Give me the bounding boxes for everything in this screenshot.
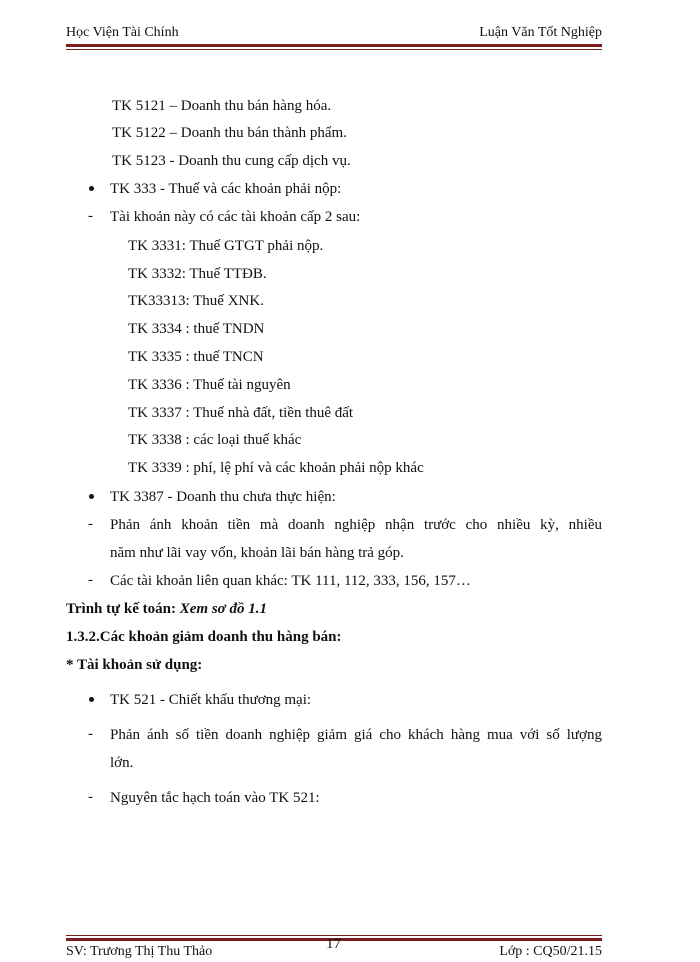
tk333-item: TK 3335 : thuế TNCN (128, 349, 264, 365)
tk333-item: TK 3337 : Thuế nhà đất, tiền thuê đất (128, 405, 354, 421)
dash-marker: - (88, 789, 93, 805)
tk333-item: TK 3334 : thuế TNDN (128, 321, 265, 337)
page-number: 17 (326, 936, 341, 952)
header-rule-thin (66, 49, 602, 50)
tk5121-line: TK 5121 – Doanh thu bán hàng hóa. (112, 98, 332, 114)
tk333-item: TK33313: Thuế XNK. (128, 293, 264, 309)
tk3387-line: TK 3387 - Doanh thu chưa thực hiện: (110, 489, 336, 505)
dash-marker: - (88, 516, 93, 532)
page-footer (66, 944, 602, 962)
section-title: 1.3.2.Các khoản giảm doanh thu hàng bán: (66, 629, 342, 645)
footer-student: SV: Trương Thị Thu Thảo (66, 944, 213, 959)
bullet-icon (89, 494, 94, 499)
tk333-item: TK 3338 : các loại thuế khác (128, 432, 302, 448)
tk333-item: TK 3332: Thuế TTĐB. (128, 266, 267, 282)
header-doc-type: Luận Văn Tốt Nghiệp (479, 25, 602, 40)
sequence-label: Trình tự kế toán: (66, 601, 180, 617)
header-institution: Học Viện Tài Chính (66, 25, 179, 40)
sequence-reference: Xem sơ đồ 1.1 (179, 601, 267, 617)
dash-marker: - (88, 572, 93, 588)
accounts-used-heading: * Tài khoản sử dụng: (66, 657, 203, 673)
dash-marker: - (88, 726, 93, 742)
tk521-rule-line: Nguyên tắc hạch toán vào TK 521: (110, 790, 320, 806)
tk5123-line: TK 5123 - Doanh thu cung cấp dịch vụ. (112, 153, 351, 169)
tk3387-desc-line1: Phản ánh khoản tiền mà doanh nghiệp nhận trước cho nhiều kỳ, nhiều (110, 517, 602, 533)
sequence-line (66, 600, 267, 618)
tk333-item: TK 3336 : Thuế tài nguyên (128, 377, 291, 393)
tk333-item: TK 3331: Thuế GTGT phải nộp. (128, 238, 324, 254)
header-rule-thick (66, 44, 602, 47)
tk521-desc-line1: Phản ánh số tiền doanh nghiệp giảm giá cho khách hàng mua với số lượng (110, 727, 602, 743)
tk333-item: TK 3339 : phí, lệ phí và các khoản phải nộp khác (128, 460, 424, 476)
tk3387-desc-line2: năm như lãi vay vốn, khoản lãi bán hàng trả góp. (110, 545, 404, 561)
dash-marker: - (88, 208, 93, 224)
page-header (66, 25, 602, 43)
tk333-sub-intro: Tài khoản này có các tài khoản cấp 2 sau: (110, 209, 361, 225)
tk521-line: TK 521 - Chiết khấu thương mại: (110, 692, 312, 708)
tk333-line: TK 333 - Thuế và các khoản phải nộp: (110, 181, 342, 197)
bullet-icon (89, 697, 94, 702)
footer-class: Lớp : CQ50/21.15 (499, 944, 602, 959)
bullet-icon (89, 186, 94, 191)
related-accounts-line: Các tài khoản liên quan khác: TK 111, 112, 333, 156, 157… (110, 573, 471, 589)
tk521-desc-line2: lớn. (110, 755, 134, 771)
tk5122-line: TK 5122 – Doanh thu bán thành phẩm. (112, 125, 347, 141)
